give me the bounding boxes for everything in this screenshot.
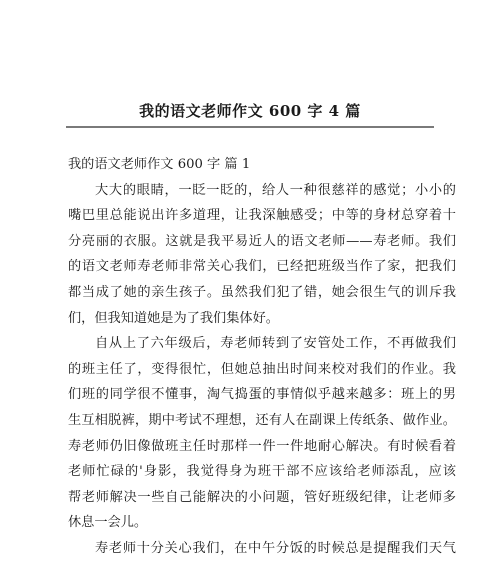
- paragraph-line: 休息一会儿。: [68, 515, 148, 531]
- paragraph-2: [68, 331, 456, 536]
- paragraph-line: 寿老师仍旧像做班主任时那样一件一件地耐心解决。有时候看着: [68, 438, 456, 454]
- paragraph-line: 们，但我知道她是为了我们集体好。: [68, 310, 279, 326]
- paragraph-line: 的班主任了，变得很忙，但她总抽出时间来校对我们的作业。我: [68, 361, 456, 377]
- paragraph-3: [68, 536, 456, 562]
- paragraph-line: 生互相脱裤，期中考试不理想，还有人在副课上传纸条、做作业。: [68, 412, 456, 428]
- paragraph-line: 自从上了六年级后，寿老师转到了安管处工作，不再做我们: [95, 336, 456, 352]
- paragraph-line: 寿老师十分关心我们，在中午分饭的时候总是提醒我们天气: [95, 540, 456, 556]
- paragraph-line: 都当成了她的亲生孩子。虽然我们犯了错，她会很生气的训斥我: [68, 284, 456, 300]
- paragraph-line: 大大的眼睛，一眨一眨的，给人一种很慈祥的感觉；小小的: [95, 182, 456, 198]
- title-divider: [66, 126, 434, 128]
- article-body: [68, 152, 456, 562]
- paragraph-line: 老师忙碌的'身影，我觉得身为班干部不应该给老师添乱，应该: [68, 464, 456, 480]
- document-title: 我的语文老师作文 600 字 4 篇: [139, 102, 361, 120]
- article-heading: 我的语文老师作文 600 字 篇 1: [68, 157, 251, 172]
- paragraph-line: 嘴巴里总能说出许多道理，让我深触感受；中等的身材总穿着十: [68, 208, 456, 224]
- paragraph-line: 们班的同学很不懂事，淘气捣蛋的事情似乎越来越多：班上的男: [68, 387, 456, 403]
- paragraph-line: 分亮丽的衣服。这就是我平易近人的语文老师——寿老师。我们: [68, 233, 456, 249]
- paragraph-line: 的语文老师寿老师非常关心我们，已经把班级当作了家，把我们: [68, 259, 456, 275]
- paragraph-1: [68, 178, 456, 332]
- paragraph-line: 帮老师解决一些自己能解决的小问题，管好班级纪律，让老师多: [68, 489, 456, 505]
